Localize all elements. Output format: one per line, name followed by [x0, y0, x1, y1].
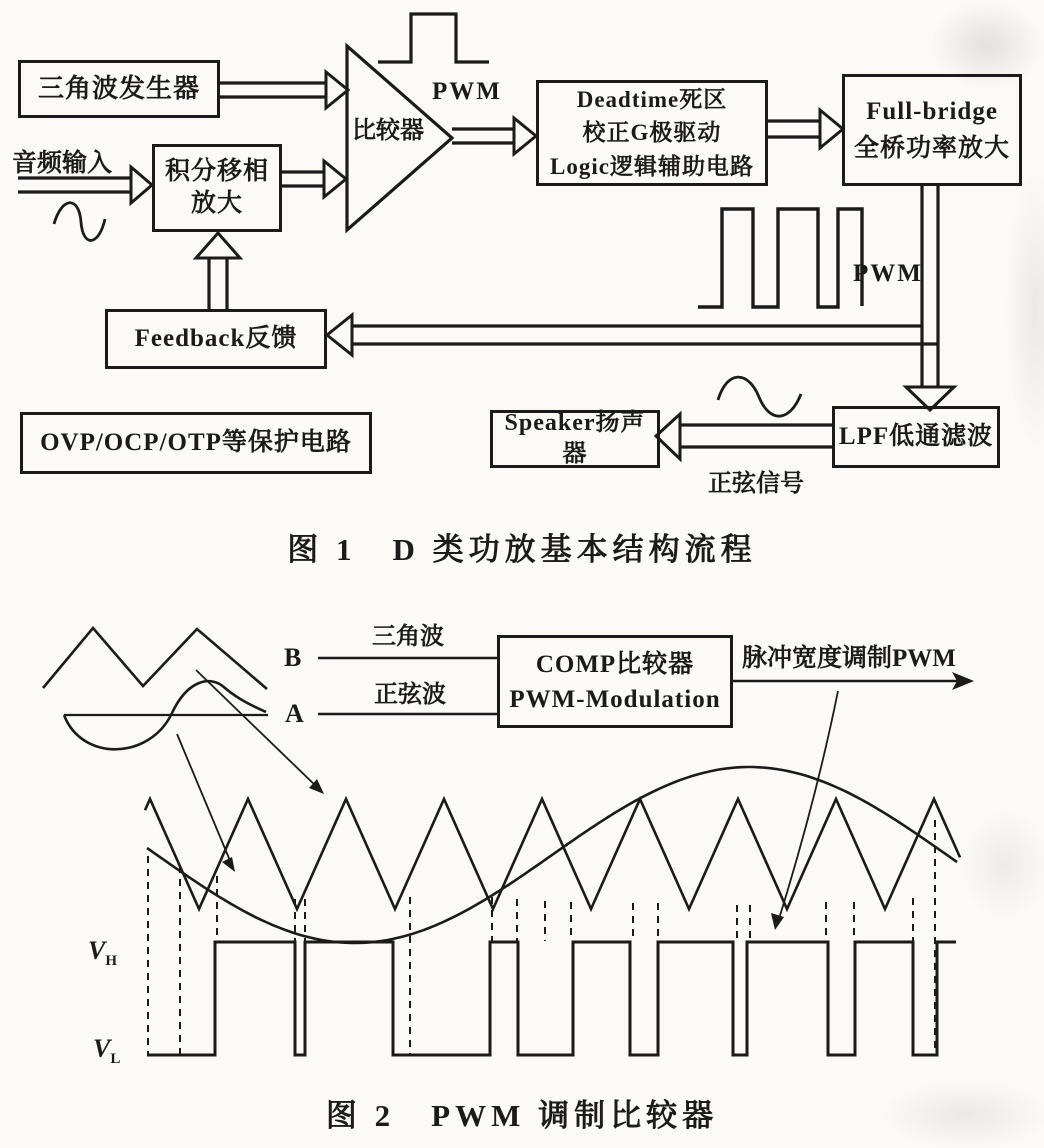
- box-feedback-label: Feedback反馈: [134, 324, 298, 352]
- arrow-shaft-feedback-line: [352, 326, 938, 344]
- pwm-pulse-glyph: [378, 14, 489, 62]
- small-triangle-wave: [43, 628, 267, 689]
- figure2-caption: 图 2 PWM 调制比较器: [325, 1098, 719, 1133]
- sine-glyph-output: [718, 377, 801, 416]
- box-fullbridge-line2: 全桥功率放大: [853, 135, 1010, 162]
- sine-glyph-audio: [54, 203, 105, 241]
- sine-wave-label: 正弦波: [374, 682, 446, 708]
- pwm-label-bridge: PWM: [853, 260, 923, 287]
- arrow-shaft-integrator-to-comparator: [282, 172, 324, 186]
- modulating-sine-waveform: [147, 767, 957, 943]
- figure1-caption: 图 1 D 类功放基本结构流程: [287, 532, 757, 567]
- arrowhead: [514, 118, 536, 154]
- v-high-label: [88, 936, 117, 970]
- box-feedback: [105, 309, 327, 369]
- box-deadtime-line2: 校正G极驱动: [582, 120, 722, 146]
- v-low-base: V: [93, 1034, 111, 1063]
- input-a-label: A: [285, 699, 304, 728]
- sine-signal-label: 正弦信号: [708, 471, 804, 497]
- box-protection: [20, 412, 372, 474]
- box-deadtime: [536, 80, 768, 186]
- crossing-dashed-lines: [148, 820, 935, 1056]
- box-lpf-label: LPF低通滤波: [838, 422, 994, 450]
- box-integrator: [152, 144, 282, 232]
- box-lpf: [832, 406, 1000, 468]
- pwm-pulse-train-glyph: [698, 209, 862, 307]
- box-comp-modulator: [497, 635, 733, 728]
- arrowhead: [324, 161, 346, 197]
- arrow-shaft-deadtime-to-fullbridge: [768, 121, 820, 137]
- box-deadtime-line1: Deadtime死区: [576, 86, 728, 112]
- arrowhead-left: [327, 315, 352, 355]
- box-comp-line1: COMP比较器: [535, 650, 695, 678]
- box-speaker: [490, 410, 660, 468]
- box-speaker-label: Speaker扬声器: [504, 409, 646, 467]
- arrowhead: [820, 110, 843, 148]
- box-triangle-generator-label: 三角波发生器: [37, 74, 200, 104]
- box-deadtime-line3: Logic逻辑辅助电路: [550, 153, 754, 179]
- arrow-shaft-fullbridge-to-lpf: [922, 186, 938, 387]
- arrow-shaft-lpf-to-speaker: [680, 425, 832, 447]
- v-high-sub: H: [105, 953, 118, 970]
- arrow-shaft-feedback-to-integrator: [209, 257, 227, 309]
- pointer-arrow-sine: [177, 734, 231, 863]
- pointer-arrow-triangle: [196, 670, 318, 788]
- input-b-label: B: [284, 643, 302, 672]
- box-integrator-line1: 积分移相: [164, 157, 269, 185]
- triangle-wave-label: 三角波: [372, 624, 444, 650]
- arrowhead-small: [771, 913, 784, 930]
- box-integrator-line2: 放大: [190, 190, 243, 217]
- v-low-sub: L: [110, 1051, 121, 1068]
- arrowhead: [131, 167, 152, 203]
- arrow-shaft-trigen-to-comparator: [220, 83, 326, 97]
- box-comp-line2: PWM-Modulation: [509, 685, 721, 713]
- arrow-shaft-audio-to-integrator: [18, 178, 131, 192]
- comparator-label: 比较器: [352, 118, 424, 144]
- pointer-arrow-pwm: [778, 691, 838, 922]
- box-protection-label: OVP/OCP/OTP等保护电路: [40, 428, 352, 456]
- audio-input-label: 音频输入: [12, 150, 113, 177]
- v-high-base: V: [88, 936, 106, 965]
- pwm-label-comparator: PWM: [432, 78, 502, 105]
- arrowhead-up: [196, 233, 240, 258]
- arrowhead-small: [222, 857, 235, 872]
- pwm-output-waveform: [147, 942, 956, 1055]
- pwm-output-label: 脉冲宽度调制PWM: [742, 645, 956, 672]
- box-triangle-generator: [18, 60, 220, 118]
- box-fullbridge: [842, 74, 1022, 186]
- arrow-shaft-comparator-to-deadtime: [452, 129, 514, 143]
- v-low-label: [93, 1034, 120, 1068]
- arrowhead: [326, 72, 348, 108]
- box-fullbridge-line1: Full-bridge: [866, 97, 998, 125]
